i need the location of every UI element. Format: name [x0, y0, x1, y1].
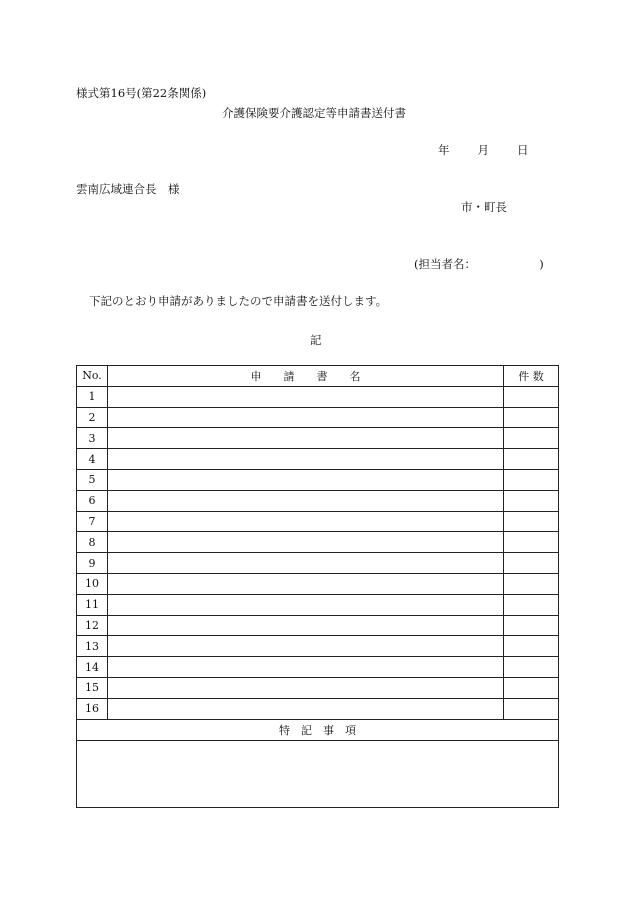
- application-name-cell[interactable]: [108, 407, 504, 428]
- remarks-body-row: [77, 740, 559, 807]
- count-cell[interactable]: [504, 553, 559, 574]
- count-cell[interactable]: [504, 407, 559, 428]
- row-number: 1: [77, 386, 108, 407]
- table-row: [77, 386, 559, 407]
- contact-person: (担当者名： ): [414, 257, 544, 271]
- addressee: 雲南広域連合長 様: [76, 182, 180, 196]
- count-cell[interactable]: [504, 532, 559, 553]
- count-cell[interactable]: [504, 615, 559, 636]
- row-number: 11: [77, 594, 108, 615]
- row-number: 10: [77, 573, 108, 594]
- row-number: 15: [77, 677, 108, 698]
- sender: 市・町長: [461, 200, 507, 214]
- application-name-cell[interactable]: [108, 386, 504, 407]
- application-name-cell[interactable]: [108, 553, 504, 574]
- count-cell[interactable]: [504, 573, 559, 594]
- row-number: 9: [77, 553, 108, 574]
- table-row: [77, 553, 559, 574]
- application-name-cell[interactable]: [108, 511, 504, 532]
- count-cell[interactable]: [504, 511, 559, 532]
- table-row: [77, 677, 559, 698]
- row-number: 5: [77, 469, 108, 490]
- row-number: 14: [77, 657, 108, 678]
- count-cell[interactable]: [504, 449, 559, 470]
- row-number: 3: [77, 428, 108, 449]
- count-cell[interactable]: [504, 386, 559, 407]
- application-name-cell[interactable]: [108, 698, 504, 719]
- count-cell[interactable]: [504, 490, 559, 511]
- application-name-cell[interactable]: [108, 677, 504, 698]
- application-name-cell[interactable]: [108, 573, 504, 594]
- document-title: 介護保険要介護認定等申請書送付書: [222, 106, 406, 120]
- table-row: [77, 428, 559, 449]
- row-number: 7: [77, 511, 108, 532]
- date-line: [438, 142, 529, 158]
- date-month: 月: [477, 143, 489, 157]
- table-row: [77, 532, 559, 553]
- application-name-cell[interactable]: [108, 636, 504, 657]
- table-row: [77, 449, 559, 470]
- remarks-field[interactable]: [77, 740, 559, 807]
- remarks-label: 特 記 事 項: [77, 719, 559, 740]
- application-name-cell[interactable]: [108, 449, 504, 470]
- count-cell[interactable]: [504, 636, 559, 657]
- count-cell[interactable]: [504, 698, 559, 719]
- table-header-row: [77, 366, 559, 387]
- table-row: [77, 657, 559, 678]
- count-cell[interactable]: [504, 657, 559, 678]
- row-number: 16: [77, 698, 108, 719]
- application-name-cell[interactable]: [108, 428, 504, 449]
- application-table: [76, 365, 559, 808]
- body-text: 下記のとおり申請がありましたので申請書を送付します。: [89, 294, 388, 308]
- table-row: [77, 636, 559, 657]
- row-number: 6: [77, 490, 108, 511]
- application-name-cell[interactable]: [108, 490, 504, 511]
- header-count: 件 数: [504, 366, 559, 387]
- ki-label: 記: [310, 333, 322, 347]
- row-number: 13: [77, 636, 108, 657]
- header-no: No.: [77, 366, 108, 387]
- row-number: 4: [77, 449, 108, 470]
- remarks-header-row: [77, 719, 559, 740]
- form-number: 様式第16号(第22条関係): [76, 86, 207, 100]
- count-cell[interactable]: [504, 428, 559, 449]
- application-name-cell[interactable]: [108, 594, 504, 615]
- row-number: 2: [77, 407, 108, 428]
- count-cell[interactable]: [504, 594, 559, 615]
- count-cell[interactable]: [504, 469, 559, 490]
- table-row: [77, 594, 559, 615]
- table-row: [77, 511, 559, 532]
- count-cell[interactable]: [504, 677, 559, 698]
- table-row: [77, 573, 559, 594]
- table-row: [77, 469, 559, 490]
- application-name-cell[interactable]: [108, 657, 504, 678]
- table-row: [77, 490, 559, 511]
- application-name-cell[interactable]: [108, 615, 504, 636]
- application-name-cell[interactable]: [108, 532, 504, 553]
- table-row: [77, 698, 559, 719]
- application-name-cell[interactable]: [108, 469, 504, 490]
- row-number: 12: [77, 615, 108, 636]
- date-year: 年: [438, 143, 450, 157]
- table-row: [77, 407, 559, 428]
- header-name: 申 請 書 名: [108, 366, 504, 387]
- date-day: 日: [517, 143, 529, 157]
- row-number: 8: [77, 532, 108, 553]
- table-row: [77, 615, 559, 636]
